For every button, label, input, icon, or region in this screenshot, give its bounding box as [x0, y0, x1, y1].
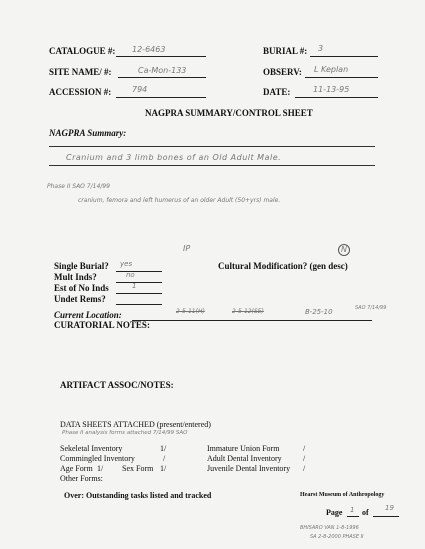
cultural-label: Cultural Modification? (gen desc) — [218, 261, 348, 271]
accession-label: ACCESSION #: — [49, 87, 112, 97]
mult-inds-underline — [116, 282, 162, 283]
page-label: Page — [326, 508, 343, 517]
summary-rule-2 — [49, 165, 375, 166]
of-label: of — [362, 508, 369, 517]
data-sheets-label: DATA SHEETS ATTACHED (present/entered) — [60, 420, 211, 429]
commingled-inventory-check[interactable]: / — [163, 454, 166, 463]
site-value[interactable]: Ca-Mon-133 — [138, 66, 187, 75]
catalogue-value[interactable]: 12-6463 — [132, 45, 166, 54]
curatorial-label: CURATORIAL NOTES: — [54, 320, 150, 330]
age-form-check[interactable]: 1/ — [97, 464, 104, 473]
summary-line-2[interactable]: cranium, femora and left humerus of an older Adult (50+yrs) male. — [78, 197, 281, 204]
site-label: SITE NAME/ #: — [49, 67, 112, 77]
other-forms-label: Other Forms: — [60, 474, 103, 483]
immature-union-label: Immature Union Form — [207, 444, 280, 453]
est-inds-label: Est of No Inds — [54, 283, 109, 293]
observ-value[interactable]: L Keplan — [314, 65, 349, 74]
commingled-inventory-label: Commingled Inventory — [60, 454, 135, 463]
stamp-line-1: BHISARO VAN 1-8-1996 — [300, 525, 359, 531]
page-total[interactable]: 19 — [385, 504, 394, 512]
location-underline — [132, 320, 372, 321]
single-burial-value[interactable]: yes — [120, 260, 133, 268]
sex-form-label: Sex Form — [122, 464, 154, 473]
undet-rems-label: Undet Rems? — [54, 294, 106, 304]
summary-line-1[interactable]: Cranium and 3 limb bones of an Old Adult Male. — [66, 153, 282, 162]
date-underline — [295, 97, 378, 98]
page-num-underline — [347, 516, 359, 517]
accession-value[interactable]: 794 — [132, 85, 148, 94]
location-struck-1: 2-5-11(H) — [176, 308, 205, 315]
location-label: Current Location: — [54, 310, 122, 320]
date-label: DATE: — [263, 87, 291, 97]
mult-inds-value[interactable]: no — [126, 271, 135, 279]
summary-label: NAGPRA Summary: — [49, 128, 127, 138]
single-burial-underline — [116, 271, 162, 272]
location-struck-2: 2-5-12(SE) — [232, 308, 264, 315]
n-mark: N — [341, 245, 347, 254]
site-underline — [118, 77, 206, 78]
location-value[interactable]: B-25-10 — [305, 308, 333, 316]
summary-rule-1 — [49, 146, 375, 147]
single-burial-label: Single Burial? — [54, 261, 109, 271]
outstanding-tasks: Over: Outstanding tasks listed and tracked — [64, 491, 212, 500]
est-inds-value[interactable]: 1 — [132, 282, 137, 290]
phase-note: Phase II SAO 7/14/99 — [47, 183, 110, 190]
observ-underline — [305, 77, 378, 78]
skeletal-inventory-label: Sekeletal Inventory — [60, 444, 123, 453]
adult-dental-label: Adult Dental Inventory — [207, 454, 282, 463]
burial-value[interactable]: 3 — [318, 44, 324, 53]
immature-union-check[interactable]: / — [303, 444, 306, 453]
mult-inds-label: Mult Inds? — [54, 272, 97, 282]
catalogue-label: CATALOGUE #: — [49, 46, 116, 56]
sex-form-check[interactable]: 1/ — [160, 464, 167, 473]
date-value[interactable]: 11-13-95 — [313, 85, 350, 94]
location-note: SAO 7/14/99 — [355, 305, 387, 311]
est-inds-underline — [116, 293, 162, 294]
catalogue-underline — [116, 56, 206, 57]
page-total-underline — [373, 516, 399, 517]
adult-dental-check[interactable]: / — [303, 454, 306, 463]
data-sheets-note: Phase II analysis forms attached 7/14/99 SAO — [62, 430, 188, 436]
ip-mark: IP — [183, 244, 191, 253]
page-number[interactable]: 1 — [350, 506, 355, 514]
stamp-line-2: SA 2-8-2000 PHASE II — [310, 534, 364, 540]
burial-label: BURIAL #: — [263, 46, 308, 56]
observ-label: OBSERV: — [263, 67, 302, 77]
burial-underline — [310, 56, 378, 57]
museum-name: Hearst Museum of Anthropology — [300, 492, 385, 498]
undet-rems-underline — [116, 304, 162, 305]
skeletal-inventory-check[interactable]: 1/ — [160, 444, 167, 453]
artifact-label: ARTIFACT ASSOC/NOTES: — [60, 380, 174, 390]
page-title: NAGPRA SUMMARY/CONTROL SHEET — [145, 108, 313, 118]
accession-underline — [116, 97, 206, 98]
juvenile-dental-check[interactable]: / — [303, 464, 306, 473]
juvenile-dental-label: Juvenile Dental Inventory — [207, 464, 291, 473]
age-form-label: Age Form — [60, 464, 93, 473]
